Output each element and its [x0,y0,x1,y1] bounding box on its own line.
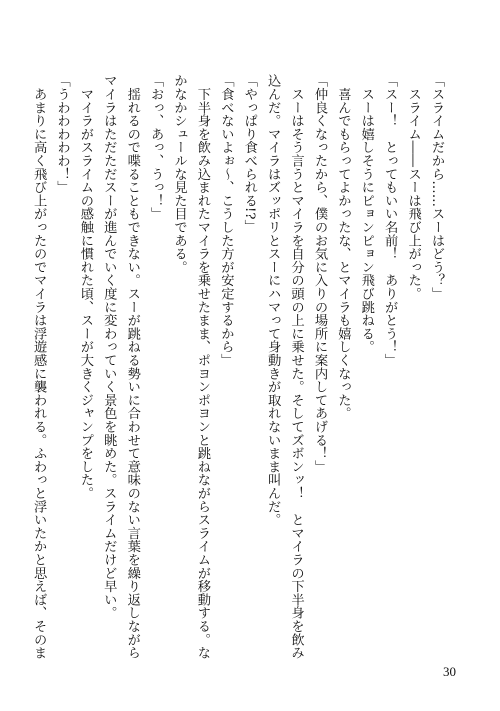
text-line: スーは嬉しそうにピョンピョン飛び跳ねる。 [358,74,374,354]
text-line: 「スライムだから……スーはどう？」 [429,74,444,301]
text-line: 込んだ。マイラはズッポリとスーにハマって身動きが取れないまま叫んだ。 [265,74,281,527]
text-line: かなかシュールな見た目である。 [171,74,187,274]
text-line: 「スー！ とってもいい名前！ ありがとう！」 [382,74,398,367]
text-line: 「おっ、あっ、うっ！」 [148,74,164,221]
text-line: マイラはただただスーが進んでいく度に変わっていく景色を眺めた。スライムだけど早い。 [101,74,117,620]
text-line: 下半身を飲み込まれたマイラを乗せたまま、ポヨンポヨンと跳ねながらスライムが移動する。な [194,74,210,660]
body-text [27,74,448,660]
text-line: 「うわわわわわ！」 [54,74,70,194]
text-line: マイラがスライムの感触に慣れた頃、スーが大きくジャンプをした。 [77,74,93,500]
text-line: あまりに高く飛び上がったのでマイラは浮遊感に襲われる。ふわっと浮いたかと思えば、そのま [31,74,47,660]
text-line: スライム――スーは飛び上がった。 [405,74,421,301]
text-line: 揺れるので喋ることもできない。スーが跳ねる勢いに合わせて意味のない言葉を繰り返しながら [124,74,140,660]
page-number: 30 [443,664,456,679]
text-line: 「食べないよぉ～、こうした方が安定するから」 [218,74,234,367]
text-line: 「やっぱり食べられる!?」 [241,74,257,233]
text-line: 喜んでもらってよかったな、とマイラも嬉しくなった。 [335,74,351,420]
text-line: スーはそう言うとマイラを自分の頭の上に乗せた。そしてズボンッ！ とマイラの下半身を飲み [288,74,304,660]
text-line: 「仲良くなったから、僕のお気に入りの場所に案内してあげる！」 [311,74,327,473]
